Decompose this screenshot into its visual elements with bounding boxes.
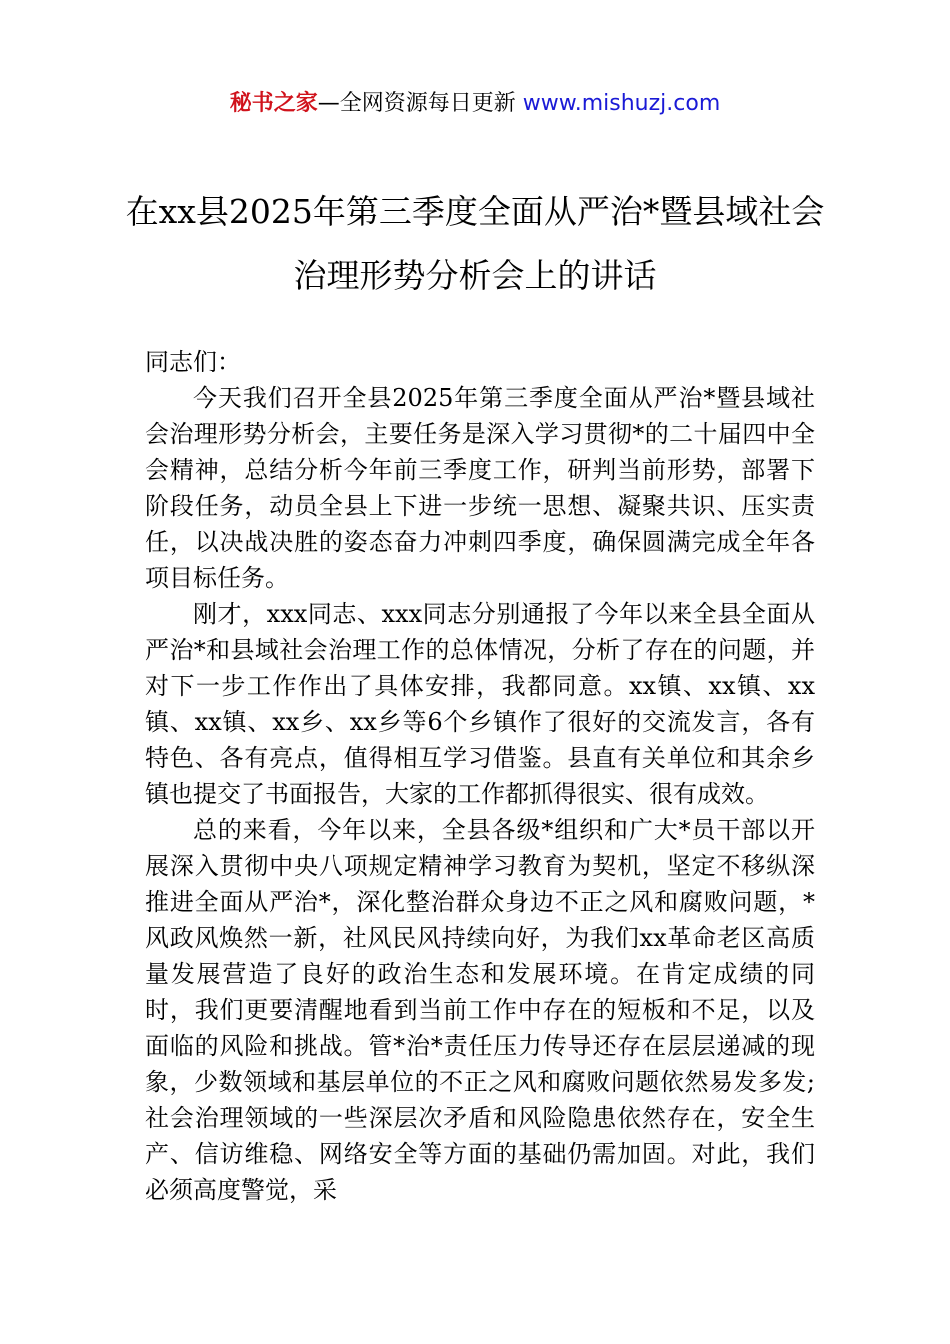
site-header — [0, 88, 950, 120]
document-body — [145, 344, 815, 1208]
paragraph-1: 今天我们召开全县2025年第三季度全面从严治*暨县域社会治理形势分析会，主要任务是深入学习贯彻*的二十届四中全会精神，总结分析今年前三季度工作，研判当前形势，部署下阶段任务，动员全县上下进一步统一思想、凝聚共识、压实责任，以决战决胜的姿态奋力冲刺四季度，确保圆满完成全年各项目标任务。 — [145, 384, 815, 592]
site-tagline: —全网资源每日更新 — [317, 91, 523, 116]
paragraph-2: 刚才，xxx同志、xxx同志分别通报了今年以来全县全面从严治*和县域社会治理工作的总体情况，分析了存在的问题，并对下一步工作作出了具体安排，我都同意。xx镇、xx镇、xx镇、xx镇、xx乡、xx乡等6个乡镇作了很好的交流发言，各有特色、各有亮点，值得相互学习借鉴。县直有关单位和其余乡镇也提交了书面报告，大家的工作都抓得很实、很有成效。 — [145, 600, 815, 808]
paragraph-3: 总的来看，今年以来，全县各级*组织和广大*员干部以开展深入贯彻中央八项规定精神学习教育为契机，坚定不移纵深推进全面从严治*，深化整治群众身边不正之风和腐败问题，*风政风焕然一新，社风民风持续向好，为我们xx革命老区高质量发展营造了良好的政治生态和发展环境。在肯定成绩的同时，我们更要清醒地看到当前工作中存在的短板和不足，以及面临的风险和挑战。管*治*责任压力传导还存在层层递减的现象，少数领域和基层单位的不正之风和腐败问题依然易发多发;社会治理领域的一些深层次矛盾和风险隐患依然存在，安全生产、信访维稳、网络安全等方面的基础仍需加固。对此，我们必须高度警觉，采 — [145, 816, 815, 1204]
greeting: 同志们： — [145, 348, 241, 376]
site-url-link[interactable]: www.mishuzj.com — [522, 91, 721, 116]
site-brand: 秘书之家 — [229, 91, 318, 116]
document-title: 在xx县2025年第三季度全面从严治*暨县域社会治理形势分析会上的讲话 — [125, 192, 825, 295]
